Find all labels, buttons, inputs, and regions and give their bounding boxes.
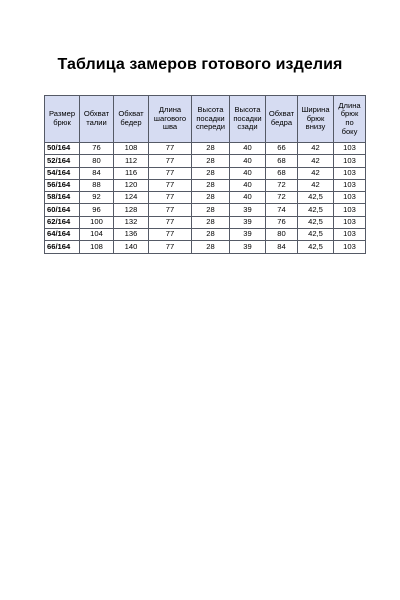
header-text: Обхват — [268, 109, 295, 119]
header-front-rise — [192, 96, 230, 143]
table-cell: 40 — [230, 143, 266, 155]
page-title: Таблица замеров готового изделия — [57, 56, 343, 73]
table-cell: 40 — [230, 179, 266, 191]
header-size — [45, 96, 80, 143]
table-cell: 103 — [334, 204, 366, 216]
table-cell: 77 — [149, 155, 192, 167]
table-cell: 100 — [80, 216, 114, 228]
table-row — [45, 155, 366, 167]
table-row — [45, 216, 366, 228]
table-cell: 112 — [114, 155, 149, 167]
table-cell: 84 — [266, 241, 298, 253]
table-cell: 136 — [114, 229, 149, 241]
table-cell: 28 — [192, 167, 230, 179]
header-hem-width — [298, 96, 334, 143]
table-cell: 77 — [149, 229, 192, 241]
table-cell: 28 — [192, 241, 230, 253]
table-cell: 103 — [334, 155, 366, 167]
header-text: Ширина — [301, 104, 330, 114]
table-cell: 76 — [80, 143, 114, 155]
table-cell: 84 — [80, 167, 114, 179]
table-cell: 77 — [149, 167, 192, 179]
table-cell: 103 — [334, 241, 366, 253]
table-cell: 42 — [298, 179, 334, 191]
table-row — [45, 167, 366, 179]
table-cell: 108 — [80, 241, 114, 253]
header-text: брюк — [340, 109, 359, 119]
size-cell: 54/164 — [45, 167, 80, 179]
measurement-table-container — [44, 95, 366, 254]
header-waist — [80, 96, 114, 143]
table-cell: 42,5 — [298, 192, 334, 204]
table-cell: 28 — [192, 192, 230, 204]
header-text: внизу — [305, 122, 326, 132]
table-cell: 77 — [149, 179, 192, 191]
table-cell: 39 — [230, 216, 266, 228]
table-cell: 103 — [334, 216, 366, 228]
table-cell: 28 — [192, 229, 230, 241]
table-cell: 103 — [334, 229, 366, 241]
table-cell: 42 — [298, 155, 334, 167]
header-thigh — [266, 96, 298, 143]
header-text: бедра — [270, 118, 293, 127]
size-cell: 56/164 — [45, 179, 80, 191]
header-text: брюк — [306, 113, 325, 123]
size-cell: 58/164 — [45, 192, 80, 204]
table-header-row — [45, 96, 366, 143]
header-text: Обхват — [118, 109, 144, 119]
header-text: боку — [341, 126, 358, 136]
table-cell: 40 — [230, 192, 266, 204]
header-text: шагового — [153, 113, 187, 123]
table-cell: 96 — [80, 204, 114, 216]
header-text: талии — [86, 118, 107, 127]
header-text: бедер — [120, 118, 142, 127]
table-row — [45, 241, 366, 253]
table-cell: 39 — [230, 229, 266, 241]
table-cell: 42,5 — [298, 241, 334, 253]
size-cell: 52/164 — [45, 155, 80, 167]
header-hips — [114, 96, 149, 143]
header-text: Длина — [158, 104, 182, 114]
header-text: Размер — [48, 109, 76, 119]
measurement-table — [44, 95, 366, 254]
table-cell: 42 — [298, 167, 334, 179]
table-cell: 92 — [80, 192, 114, 204]
header-text: посадки — [196, 113, 225, 123]
table-cell: 40 — [230, 155, 266, 167]
table-cell: 124 — [114, 192, 149, 204]
table-cell: 103 — [334, 167, 366, 179]
table-cell: 66 — [266, 143, 298, 155]
table-cell: 108 — [114, 143, 149, 155]
table-cell: 77 — [149, 192, 192, 204]
table-cell: 28 — [192, 143, 230, 155]
table-cell: 68 — [266, 155, 298, 167]
table-row — [45, 143, 366, 155]
table-row — [45, 179, 366, 191]
table-cell: 128 — [114, 204, 149, 216]
table-cell: 68 — [266, 167, 298, 179]
table-cell: 103 — [334, 143, 366, 155]
header-text: брюк — [53, 118, 71, 127]
table-cell: 120 — [114, 179, 149, 191]
table-cell: 42,5 — [298, 229, 334, 241]
table-cell: 40 — [230, 167, 266, 179]
table-cell: 77 — [149, 216, 192, 228]
table-row — [45, 192, 366, 204]
table-cell: 39 — [230, 204, 266, 216]
table-cell: 80 — [266, 229, 298, 241]
header-inseam — [149, 96, 192, 143]
table-cell: 88 — [80, 179, 114, 191]
table-cell: 77 — [149, 204, 192, 216]
table-cell: 39 — [230, 241, 266, 253]
header-text: по — [345, 118, 354, 127]
size-cell: 66/164 — [45, 241, 80, 253]
header-text: сзади — [237, 122, 258, 132]
size-cell: 60/164 — [45, 204, 80, 216]
size-cell: 62/164 — [45, 216, 80, 228]
table-cell: 42,5 — [298, 204, 334, 216]
table-cell: 116 — [114, 167, 149, 179]
table-cell: 74 — [266, 204, 298, 216]
table-row — [45, 204, 366, 216]
size-cell: 64/164 — [45, 229, 80, 241]
header-text: Высота — [234, 104, 261, 114]
table-cell: 42,5 — [298, 216, 334, 228]
header-back-rise — [230, 96, 266, 143]
table-cell: 103 — [334, 179, 366, 191]
header-text: Обхват — [83, 109, 110, 119]
table-cell: 72 — [266, 192, 298, 204]
table-row — [45, 229, 366, 241]
header-text: Длина — [338, 100, 361, 110]
table-cell: 28 — [192, 216, 230, 228]
header-text: Высота — [197, 104, 224, 114]
table-cell: 132 — [114, 216, 149, 228]
header-text: посадки — [233, 113, 262, 123]
table-cell: 28 — [192, 155, 230, 167]
header-text: шва — [162, 122, 178, 132]
table-cell: 80 — [80, 155, 114, 167]
table-cell: 72 — [266, 179, 298, 191]
table-cell: 103 — [334, 192, 366, 204]
size-cell: 50/164 — [45, 143, 80, 155]
table-cell: 104 — [80, 229, 114, 241]
header-side-length — [334, 96, 366, 143]
table-cell: 77 — [149, 143, 192, 155]
table-cell: 76 — [266, 216, 298, 228]
table-cell: 42 — [298, 143, 334, 155]
table-cell: 140 — [114, 241, 149, 253]
header-text: спереди — [195, 122, 226, 132]
table-cell: 77 — [149, 241, 192, 253]
table-cell: 28 — [192, 204, 230, 216]
table-cell: 28 — [192, 179, 230, 191]
